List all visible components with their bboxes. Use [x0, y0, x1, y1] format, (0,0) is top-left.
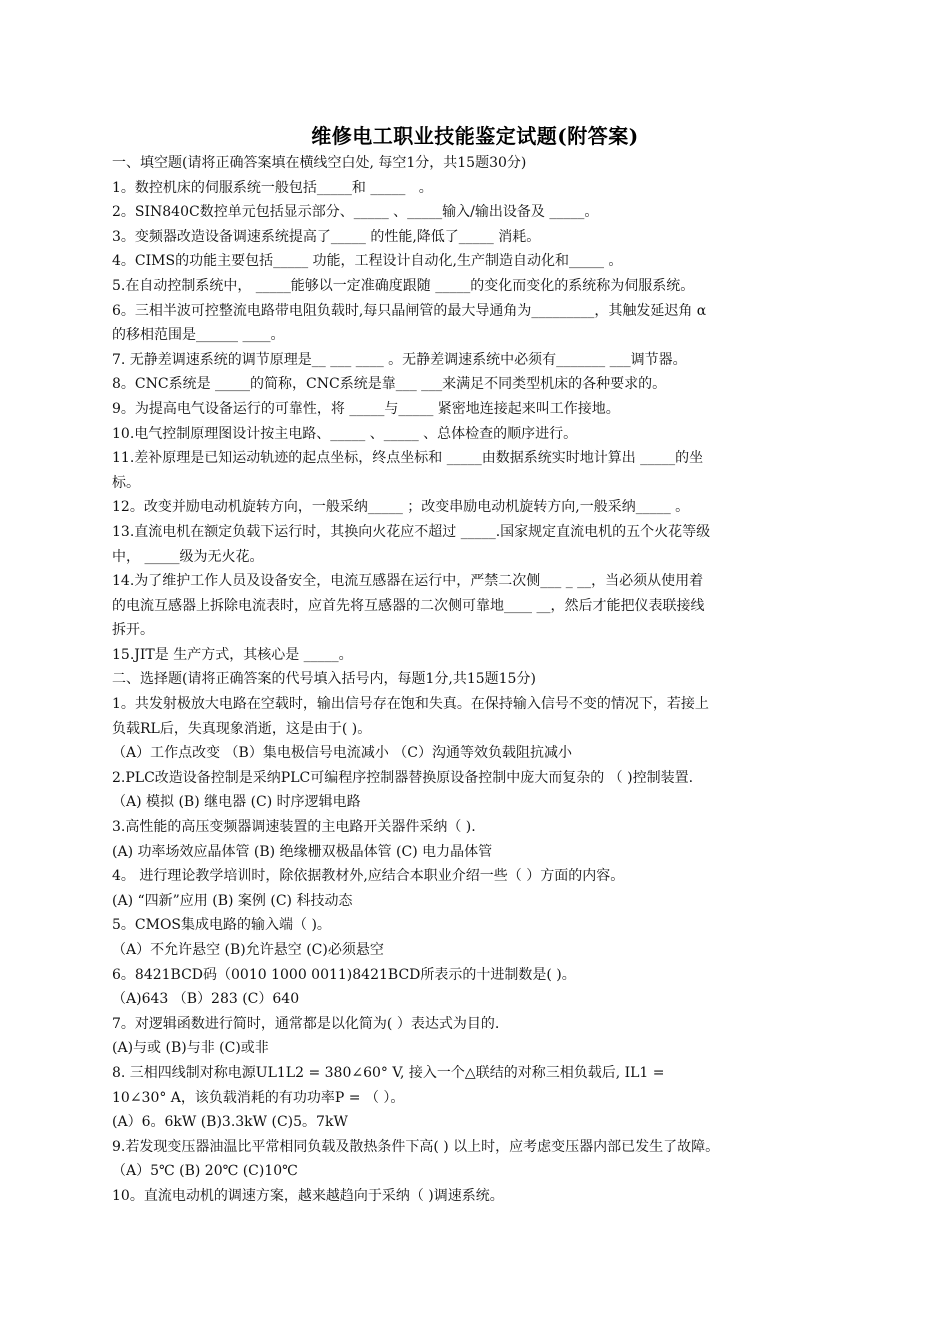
text-line: 4。CIMS的功能主要包括_____ 功能，工程设计自动化,生产制造自动化和_____ 。 [112, 253, 623, 270]
text-line: 4。 进行理论教学培训时，除依据教材外,应结合本职业介绍一些（ ）方面的内容。 [112, 868, 625, 885]
text-line: 12。改变并励电动机旋转方向，一般采纳_____ ；改变串励电动机旋转方向,一般采纳_____ 。 [112, 499, 690, 516]
text-line: 7. 无静差调速系统的调节原理是__ ___ ____ 。无静差调速系统中必须有_______ ___调节器。 [112, 351, 687, 368]
text-line: （A）5℃ (B) 20℃ (C)10℃ [112, 1163, 298, 1180]
text-line: 中， _____级为无火花。 [112, 548, 264, 565]
text-line: 3。变频器改造设备调速系统提高了_____ 的性能,降低了_____ 消耗。 [112, 228, 541, 245]
text-line: (A）6。6kW (B)3.3kW (C)5。7kW [112, 1114, 348, 1131]
text-line: 2。SIN840C数控单元包括显示部分、_____ 、_____输入/输出设备及 _____。 [112, 204, 599, 221]
document-body [112, 151, 832, 1209]
text-line: 5.在自动控制系统中， _____能够以一定准确度跟随 _____的变化而变化的系统称为伺服系统。 [112, 277, 695, 294]
text-line: 负载RL后，失真现象消逝，这是由于( )。 [112, 720, 372, 737]
text-line: 7。对逻辑函数进行简时，通常都是以化简为( ）表达式为目的. [112, 1015, 500, 1032]
text-line: 9.若发现变压器油温比平常相同负载及散热条件下高( ) 以上时，应考虑变压器内部已发生了故障。 [112, 1138, 720, 1155]
text-line: 一、填空题(请将正确答案填在横线空白处, 每空1分，共15题30分) [112, 155, 527, 171]
text-line: 1。共发射极放大电路在空载时，输出信号存在饱和失真。在保持输入信号不变的情况下，若接上 [112, 696, 709, 713]
text-line: 11.差补原理是已知运动轨迹的起点坐标，终点坐标和 _____由数据系统实时地计算出 _____的坐 [112, 450, 704, 467]
text-line: 9。为提高电气设备运行的可靠性，将 _____与_____ 紧密地连接起来叫工作接地。 [112, 400, 620, 417]
text-line: 1。数控机床的伺服系统一般包括_____和 _____ 。 [112, 179, 433, 196]
text-line: 8。CNC系统是 _____的简称，CNC系统是靠___ ___来满足不同类型机床的各种要求的。 [112, 376, 667, 393]
text-line: 14.为了维护工作人员及设备安全，电流互感器在运行中，严禁二次侧___ _ __，当必须从使用着 [112, 573, 704, 590]
text-line: 二、选择题(请将正确答案的代号填入括号内，每题1分,共15题15分) [112, 671, 536, 688]
text-line: (A)与或 (B)与非 (C)或非 [112, 1040, 269, 1057]
text-line: 6。8421BCD码（0010 1000 0011)8421BCD所表示的十进制数是( )。 [112, 966, 576, 983]
text-line: 的电流互感器上拆除电流表时，应首先将互感器的二次侧可靠地____ __，然后才能把仪表联接线 [112, 597, 705, 614]
text-line: 13.直流电机在额定负载下运行时，其换向火花应不超过 _____.国家规定直流电机的五个火花等级 [112, 523, 711, 540]
text-line: 标。 [112, 474, 140, 491]
text-line: （A）工作点改变 （B）集电极信号电流减小 （C）沟通等效负载阻抗减小 [112, 745, 573, 762]
text-line: 3.高性能的高压变频器调速装置的主电路开关器件采纳（ ). [112, 819, 476, 836]
text-line: 拆开。 [112, 622, 154, 639]
text-line: (A) 功率场效应晶体管 (B) 绝缘栅双极晶体管 (C) 电力晶体管 [112, 843, 493, 860]
text-line: 10。直流电动机的调速方案，越来越趋向于采纳（ )调速系统。 [112, 1187, 504, 1204]
text-line: 10∠30° A，该负载消耗的有功功率P = （ ）。 [112, 1089, 405, 1106]
text-line: 15.JIT是 生产方式，其核心是 _____。 [112, 646, 353, 663]
text-line: （A）不允许悬空 (B)允许悬空 (C)必须悬空 [112, 942, 384, 958]
text-line: 5。CMOS集成电路的输入端（ )。 [112, 917, 331, 934]
text-line: (A) “四新”应用 (B) 案例 (C) 科技动态 [112, 892, 353, 909]
document-title: 维修电工职业技能鉴定试题(附答案) [311, 124, 639, 148]
text-line: （A) 模拟 (B) 继电器 (C) 时序逻辑电路 [112, 794, 361, 811]
text-line: （A)643 （B）283 (C）640 [112, 991, 300, 1008]
text-line: 的移相范围是______ ____。 [112, 327, 285, 344]
text-line: 8. 三相四线制对称电源UL1L2 = 380∠60° V, 接入一个△联结的对称三相负载后, IL1 = [112, 1064, 665, 1081]
text-line: 10.电气控制原理图设计按主电路、_____ 、_____ 、总体检查的顺序进行。 [112, 425, 578, 442]
text-line: 2.PLC改造设备控制是采纳PLC可编程序控制器替换原设备控制中庞大而复杂的 （ )控制装置. [112, 769, 694, 786]
text-line: 6。三相半波可控整流电路带电阻负载时,每只晶闸管的最大导通角为_________，其触发延迟角 α [112, 302, 707, 319]
